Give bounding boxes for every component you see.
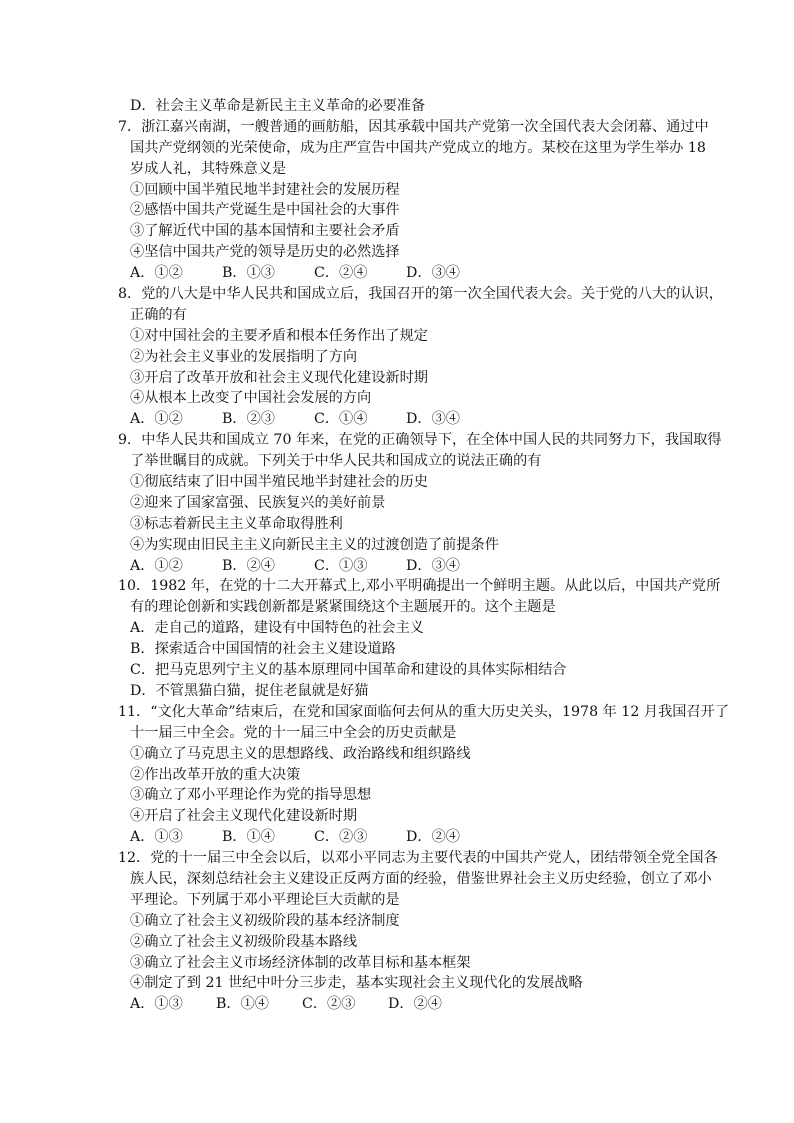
q9-stem-line: 9．中华人民共和国成立 70 年来，在党的正确领导下，在全体中国人民的共同努力下，我国取得 xyxy=(118,432,722,449)
q11-stem-line: 十一届三中全会。党的十一届三中全会的历史贡献是 xyxy=(130,724,457,741)
q10-stem-line: 10．1982 年，在党的十二大开幕式上,邓小平明确提出一个鲜明主题。从此以后，中国共产党所 xyxy=(118,578,721,595)
q8-option-d: D．③④ xyxy=(406,411,460,428)
q12-option-b: B．①④ xyxy=(216,996,269,1013)
q8-option-c: C．①④ xyxy=(314,411,368,428)
q12-statement: ④制定了到 21 世纪中叶分三步走，基本实现社会主义现代化的发展战略 xyxy=(130,975,583,992)
q10-option-c: C．把马克思列宁主义的基本原理同中国革命和建设的具体实际相结合 xyxy=(130,662,567,679)
question-11 xyxy=(118,702,730,848)
q11-option-b: B．①④ xyxy=(222,829,275,846)
q10-option-b: B．探索适合中国国情的社会主义建设道路 xyxy=(130,641,396,658)
q12-option-c: C．②③ xyxy=(302,996,356,1013)
q11-options xyxy=(118,827,703,848)
q11-statement: ②作出改革开放的重大决策 xyxy=(130,766,301,783)
q11-stem-line: 11．“文化大革命”结束后，在党和国家面临何去何从的重大历史关头，1978 年 12 月我国召开了 xyxy=(118,703,730,720)
q12-option-d: D．②④ xyxy=(388,996,442,1013)
q12-options xyxy=(118,994,703,1015)
q7-stem-line: 7．浙江嘉兴南湖，一艘普通的画舫船，因其承载中国共产党第一次全国代表大会闭幕、通过中 xyxy=(118,118,709,135)
q8-options xyxy=(118,409,703,430)
q7-statement: ④坚信中国共产党的领导是历史的必然选择 xyxy=(130,244,400,261)
question-list xyxy=(118,96,730,1015)
q9-statement: ④为实现由旧民主主义向新民主主义的过渡创造了前提条件 xyxy=(130,536,499,553)
q11-statement: ①确立了马克思主义的思想路线、政治路线和组织路线 xyxy=(130,745,471,762)
q7-option-b: B．①③ xyxy=(222,265,275,282)
q8-stem-line: 8．党的八大是中华人民共和国成立后，我国召开的第一次全国代表大会。关于党的八大的认识， xyxy=(118,286,723,303)
question-7 xyxy=(118,117,709,284)
question-12 xyxy=(118,848,718,1015)
q7-option-a: A．①② xyxy=(130,265,183,282)
q8-statement: ②为社会主义事业的发展指明了方向 xyxy=(130,348,358,365)
q9-option-d: D．③④ xyxy=(406,557,460,574)
q11-option-a: A．①③ xyxy=(130,829,183,846)
q6-option-d: D．社会主义革命是新民主主义革命的必要准备 xyxy=(130,98,426,114)
q7-statement: ①回顾中国半殖民地半封建社会的发展历程 xyxy=(130,181,400,198)
q9-option-a: A．①② xyxy=(130,557,183,574)
q9-stem-line: 了举世瞩目的成就。下列关于中华人民共和国成立的说法正确的有 xyxy=(130,453,542,470)
q12-stem-line: 12．党的十一届三中全会以后，以邓小平同志为主要代表的中国共产党人，团结带领全党全国各 xyxy=(118,850,718,867)
question-9 xyxy=(118,430,722,576)
q7-option-c: C．②④ xyxy=(314,265,368,282)
q7-option-d: D．③④ xyxy=(406,265,460,282)
q8-statement: ①对中国社会的主要矛盾和根本任务作出了规定 xyxy=(130,327,428,344)
q7-stem-line: 国共产党纲领的光荣使命，成为庄严宣告中国共产党成立的地方。某校在这里为学生举办 18 xyxy=(130,139,706,156)
q8-statement: ④从根本上改变了中国社会发展的方向 xyxy=(130,390,372,407)
q9-options xyxy=(118,556,703,577)
q8-stem-line: 正确的有 xyxy=(130,306,187,323)
q9-option-b: B．②④ xyxy=(222,557,275,574)
q11-statement: ③确立了邓小平理论作为党的指导思想 xyxy=(130,787,372,804)
q7-options xyxy=(118,263,703,284)
q12-statement: ③确立了社会主义市场经济体制的改革目标和基本框架 xyxy=(130,954,471,971)
q7-statement: ③了解近代中国的基本国情和主要社会矛盾 xyxy=(130,223,400,240)
q12-statement: ①确立了社会主义初级阶段的基本经济制度 xyxy=(130,912,400,929)
q8-statement: ③开启了改革开放和社会主义现代化建设新时期 xyxy=(130,369,428,386)
q8-option-a: A．①② xyxy=(130,411,183,428)
q9-statement: ①彻底结束了旧中国半殖民地半封建社会的历史 xyxy=(130,474,428,491)
q10-stem-line: 有的理论创新和实践创新都是紧紧围绕这个主题展开的。这个主题是 xyxy=(130,599,556,616)
q9-option-c: C．①③ xyxy=(314,557,368,574)
q12-option-a: A．①③ xyxy=(130,996,183,1013)
q11-statement: ④开启了社会主义现代化建设新时期 xyxy=(130,808,358,825)
q12-stem-line: 族人民，深刻总结社会主义建设正反两方面的经验，借鉴世界社会主义历史经验，创立了邓小 xyxy=(130,870,712,887)
q9-statement: ②迎来了国家富强、民族复兴的美好前景 xyxy=(130,494,386,511)
q11-option-c: C．②③ xyxy=(314,829,368,846)
q10-option-a: A．走自己的道路，建设有中国特色的社会主义 xyxy=(130,620,424,637)
q12-stem-line: 平理论。下列属于邓小平理论巨大贡献的是 xyxy=(130,891,400,908)
q8-option-b: B．②③ xyxy=(222,411,275,428)
q7-stem-line: 岁成人礼，其特殊意义是 xyxy=(130,160,287,177)
q12-statement: ②确立了社会主义初级阶段基本路线 xyxy=(130,933,358,950)
q11-option-d: D．②④ xyxy=(406,829,460,846)
question-10 xyxy=(118,576,721,701)
q7-statement: ②感悟中国共产党诞生是中国社会的大事件 xyxy=(130,202,400,219)
q10-option-d: D．不管黑猫白猫，捉住老鼠就是好猫 xyxy=(130,682,369,699)
question-8 xyxy=(118,284,723,430)
q9-statement: ③标志着新民主主义革命取得胜利 xyxy=(130,515,343,532)
